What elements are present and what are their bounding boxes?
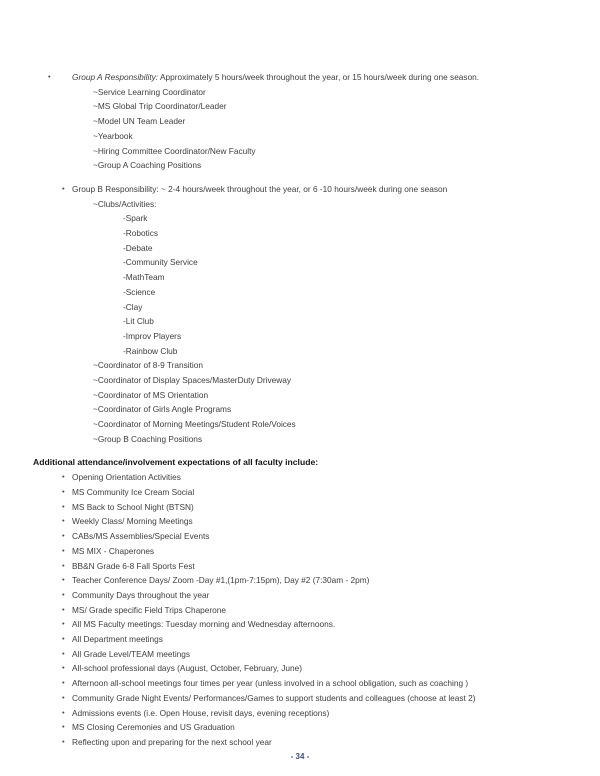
list-item xyxy=(0,544,600,559)
clubs-activities-label-text: ~Clubs/Activities: xyxy=(93,198,157,209)
list-item xyxy=(0,514,600,529)
list-item xyxy=(0,559,600,574)
list-item-text: ~Coordinator of Morning Meetings/Student Role/Voices xyxy=(93,419,296,430)
additional-expectations-section xyxy=(0,455,600,750)
bullet-icon: • xyxy=(62,560,65,570)
bullet-icon: • xyxy=(62,604,65,614)
list-item xyxy=(0,211,600,226)
list-item-text: -Lit Club xyxy=(123,316,154,327)
list-item xyxy=(0,691,600,706)
list-item-text: BB&N Grade 6-8 Fall Sports Fest xyxy=(72,560,195,571)
list-item xyxy=(0,285,600,300)
list-item xyxy=(0,500,600,515)
list-item xyxy=(0,706,600,721)
list-item xyxy=(0,129,600,144)
list-item-text: CABs/MS Assemblies/Special Events xyxy=(72,531,210,542)
list-item xyxy=(0,402,600,417)
list-item xyxy=(0,603,600,618)
bullet-icon: • xyxy=(62,634,65,644)
bullet-icon: • xyxy=(62,619,65,629)
bullet-icon: • xyxy=(62,545,65,555)
list-item xyxy=(0,617,600,632)
bullet-icon: • xyxy=(62,501,65,511)
bullet-icon: • xyxy=(62,531,65,541)
bullet-icon: • xyxy=(62,663,65,673)
group-a-section xyxy=(0,70,600,173)
list-item xyxy=(0,647,600,662)
list-item xyxy=(0,344,600,359)
bullet-icon: • xyxy=(62,575,65,585)
list-item xyxy=(0,358,600,373)
list-item-text: ~MS Global Trip Coordinator/Leader xyxy=(93,101,227,112)
list-item xyxy=(0,373,600,388)
list-item xyxy=(0,158,600,173)
list-item-text: -Science xyxy=(123,286,156,297)
list-item-text: ~Coordinator of Girls Angle Programs xyxy=(93,404,232,415)
list-item-text: -Debate xyxy=(123,242,153,253)
list-item-text: Admissions events (i.e. Open House, revisit days, evening receptions) xyxy=(72,707,330,718)
section-heading: Additional attendance/involvement expectations of all faculty include: xyxy=(33,456,319,467)
list-item xyxy=(0,676,600,691)
group-b-coordinators xyxy=(0,358,600,446)
list-item-text: ~Group B Coaching Positions xyxy=(93,433,203,444)
bullet-icon: • xyxy=(62,707,65,717)
list-item xyxy=(0,241,600,256)
list-item-text: ~Service Learning Coordinator xyxy=(93,86,206,97)
list-item-text: ~Coordinator of MS Orientation xyxy=(93,389,209,400)
bullet-icon: • xyxy=(48,72,51,81)
list-item xyxy=(0,573,600,588)
list-item-text: MS MIX - Chaperones xyxy=(72,545,155,556)
list-item-text: -MathTeam xyxy=(123,272,165,283)
list-item-text: -Rainbow Club xyxy=(123,345,178,356)
list-item xyxy=(0,485,600,500)
list-item xyxy=(0,226,600,241)
list-item xyxy=(0,735,600,750)
list-item-text: Community Grade Night Events/ Performances/Games to support students and colleagues (choose at least 2) xyxy=(72,692,476,703)
list-item xyxy=(0,114,600,129)
list-item xyxy=(0,270,600,285)
list-item-text: MS Closing Ceremonies and US Graduation xyxy=(72,722,235,733)
list-item-text: -Robotics xyxy=(123,228,159,239)
list-item-text: All MS Faculty meetings: Tuesday morning and Wednesday afternoons. xyxy=(72,619,336,630)
group-b-clubs xyxy=(0,211,600,358)
list-item xyxy=(0,99,600,114)
list-item-text: Reflecting upon and preparing for the next school year xyxy=(72,736,272,747)
bullet-icon: • xyxy=(62,648,65,658)
bullet-icon: • xyxy=(62,516,65,526)
group-a-lead-italic: Group A Responsibility: xyxy=(72,72,159,82)
bullet-icon: • xyxy=(62,692,65,702)
list-item xyxy=(0,470,600,485)
list-item-text: Teacher Conference Days/ Zoom -Day #1,(1pm-7:15pm), Day #2 (7:30am - 2pm) xyxy=(72,575,370,586)
list-item xyxy=(0,314,600,329)
group-a-lead-rest: Approximately 5 hours/week throughout the year, or 15 hours/week during one season. xyxy=(158,72,480,82)
group-a-lead-item xyxy=(0,70,600,85)
list-item-text: ~Coordinator of Display Spaces/MasterDuty Driveway xyxy=(93,375,292,386)
group-a-lead-text xyxy=(0,70,600,85)
bullet-icon: • xyxy=(62,472,65,482)
group-b-lead-text: Group B Responsibility: ~ 2-4 hours/week throughout the year, or 6 -10 hours/week during one season xyxy=(72,183,448,194)
bullet-icon: • xyxy=(62,589,65,599)
list-item xyxy=(0,388,600,403)
list-item xyxy=(0,329,600,344)
bullet-icon: • xyxy=(62,736,65,746)
bullet-icon: • xyxy=(62,678,65,688)
list-item xyxy=(0,417,600,432)
list-item xyxy=(0,588,600,603)
list-item-text: All-school professional days (August, October, February, June) xyxy=(72,663,302,674)
bullet-icon: • xyxy=(62,722,65,732)
group-b-lead-item xyxy=(0,182,600,197)
group-b-section xyxy=(0,182,600,447)
list-item-text: -Clay xyxy=(123,301,143,312)
list-item-text: ~Hiring Committee Coordinator/New Faculty xyxy=(93,145,256,156)
list-item-text: -Improv Players xyxy=(123,330,182,341)
list-item xyxy=(0,255,600,270)
list-item xyxy=(0,720,600,735)
clubs-activities-label xyxy=(0,197,600,212)
list-item xyxy=(0,85,600,100)
list-item-text: All Department meetings xyxy=(72,634,163,645)
list-item-text: ~Coordinator of 8-9 Transition xyxy=(93,360,203,371)
list-item xyxy=(0,661,600,676)
list-item xyxy=(0,529,600,544)
list-item-text: Weekly Class/ Morning Meetings xyxy=(72,516,193,527)
list-item-text: MS/ Grade specific Field Trips Chaperone xyxy=(72,604,227,615)
list-item xyxy=(0,300,600,315)
list-item-text: -Spark xyxy=(123,213,148,224)
bullet-icon: • xyxy=(62,486,65,496)
list-item xyxy=(0,632,600,647)
list-item-text: -Community Service xyxy=(123,257,198,268)
group-a-items xyxy=(0,85,600,173)
list-item-text: MS Back to School Night (BTSN) xyxy=(72,501,194,512)
additional-items xyxy=(0,470,600,749)
list-item-text: ~Yearbook xyxy=(93,130,133,141)
list-item xyxy=(0,144,600,159)
list-item-text: ~Group A Coaching Positions xyxy=(93,160,202,171)
list-item-text: Community Days throughout the year xyxy=(72,589,210,600)
list-item xyxy=(0,432,600,447)
bullet-icon: • xyxy=(62,183,65,193)
page-number: - 34 - xyxy=(290,751,310,761)
list-item-text: Opening Orientation Activities xyxy=(72,472,181,483)
list-item-text: ~Model UN Team Leader xyxy=(93,116,186,127)
list-item-text: Afternoon all-school meetings four times per year (unless involved in a school obligation, such as coaching ) xyxy=(72,678,469,689)
list-item-text: MS Community Ice Cream Social xyxy=(72,486,195,497)
list-item-text: All Grade Level/TEAM meetings xyxy=(72,648,191,659)
